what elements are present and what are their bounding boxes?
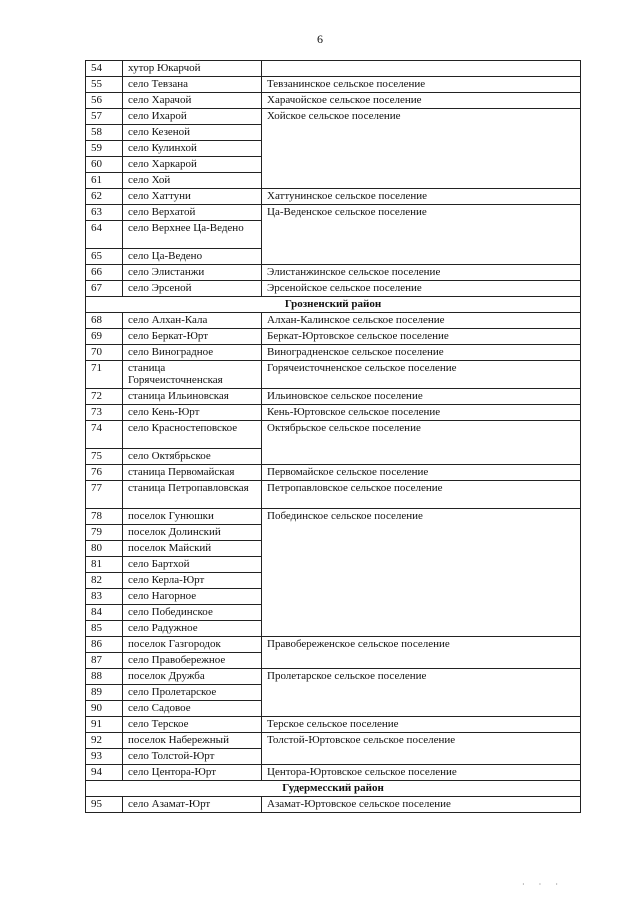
row-number: 61 <box>86 173 123 189</box>
row-number: 95 <box>86 797 123 813</box>
locality-name: село Октябрьское <box>123 449 262 465</box>
row-number: 76 <box>86 465 123 481</box>
table-row <box>86 205 581 221</box>
locality-name: поселок Долинский <box>123 525 262 541</box>
settlement-name: Правобереженское сельское поселение <box>262 637 581 669</box>
row-number: 77 <box>86 481 123 509</box>
locality-name: село Хаттуни <box>123 189 262 205</box>
table-row <box>86 61 581 77</box>
locality-name: село Побединское <box>123 605 262 621</box>
row-number: 90 <box>86 701 123 717</box>
scan-artifact: · · · <box>522 880 564 889</box>
locality-name: село Эрсеной <box>123 281 262 297</box>
locality-name: станица Горячеисточненская <box>123 361 262 389</box>
row-number: 72 <box>86 389 123 405</box>
table-row <box>86 669 581 685</box>
locality-name: село Нагорное <box>123 589 262 605</box>
row-number: 60 <box>86 157 123 173</box>
table-row <box>86 361 581 389</box>
row-number: 94 <box>86 765 123 781</box>
page-number: 6 <box>317 32 323 46</box>
settlements-table <box>85 60 581 813</box>
row-number: 57 <box>86 109 123 125</box>
table-row <box>86 717 581 733</box>
settlement-name: Эрсенойское сельское поселение <box>262 281 581 297</box>
table-row <box>86 765 581 781</box>
settlement-name-empty <box>262 61 581 77</box>
row-number: 65 <box>86 249 123 265</box>
locality-name: село Верхатой <box>123 205 262 221</box>
settlement-name: Петропавловское сельское поселение <box>262 481 581 509</box>
row-number: 79 <box>86 525 123 541</box>
row-number: 63 <box>86 205 123 221</box>
settlement-name: Толстой-Юртовское сельское поселение <box>262 733 581 765</box>
settlement-name: Октябрьское сельское поселение <box>262 421 581 465</box>
settlement-name: Ца-Веденское сельское поселение <box>262 205 581 265</box>
settlement-name: Азамат-Юртовское сельское поселение <box>262 797 581 813</box>
settlement-name: Пролетарское сельское поселение <box>262 669 581 717</box>
table-row <box>86 481 581 509</box>
settlement-name: Хойское сельское поселение <box>262 109 581 189</box>
row-number: 93 <box>86 749 123 765</box>
row-number: 91 <box>86 717 123 733</box>
locality-name: село Кень-Юрт <box>123 405 262 421</box>
settlement-name: Центора-Юртовское сельское поселение <box>262 765 581 781</box>
table-row <box>86 109 581 125</box>
locality-name: село Ихарой <box>123 109 262 125</box>
table-row <box>86 313 581 329</box>
table-row <box>86 93 581 109</box>
row-number: 59 <box>86 141 123 157</box>
locality-name: село Толстой-Юрт <box>123 749 262 765</box>
locality-name: станица Петропавловская <box>123 481 262 509</box>
locality-name: станица Ильиновская <box>123 389 262 405</box>
locality-name: хутор Юкарчой <box>123 61 262 77</box>
table-row <box>86 733 581 749</box>
table-row <box>86 77 581 93</box>
row-number: 80 <box>86 541 123 557</box>
settlement-name: Хаттунинское сельское поселение <box>262 189 581 205</box>
locality-name: станица Первомайская <box>123 465 262 481</box>
locality-name: село Алхан-Кала <box>123 313 262 329</box>
row-number: 92 <box>86 733 123 749</box>
settlement-name: Горячеисточненское сельское поселение <box>262 361 581 389</box>
settlement-name: Ильиновское сельское поселение <box>262 389 581 405</box>
row-number: 78 <box>86 509 123 525</box>
district-header-row <box>86 297 581 313</box>
locality-name: село Бартхой <box>123 557 262 573</box>
settlement-name: Харачойское сельское поселение <box>262 93 581 109</box>
locality-name: поселок Майский <box>123 541 262 557</box>
settlement-name: Алхан-Калинское сельское поселение <box>262 313 581 329</box>
row-number: 62 <box>86 189 123 205</box>
settlement-name: Терское сельское поселение <box>262 717 581 733</box>
locality-name: село Верхнее Ца-Ведено <box>123 221 262 249</box>
locality-name: село Харачой <box>123 93 262 109</box>
settlement-name: Беркат-Юртовское сельское поселение <box>262 329 581 345</box>
locality-name: село Садовое <box>123 701 262 717</box>
locality-name: село Центора-Юрт <box>123 765 262 781</box>
settlement-name: Виноградненское сельское поселение <box>262 345 581 361</box>
row-number: 58 <box>86 125 123 141</box>
row-number: 73 <box>86 405 123 421</box>
settlement-name: Побединское сельское поселение <box>262 509 581 637</box>
row-number: 83 <box>86 589 123 605</box>
table-row <box>86 389 581 405</box>
district-title: Грозненский район <box>86 297 581 313</box>
locality-name: село Терское <box>123 717 262 733</box>
locality-name: село Харкарой <box>123 157 262 173</box>
row-number: 81 <box>86 557 123 573</box>
locality-name: село Правобережное <box>123 653 262 669</box>
row-number: 56 <box>86 93 123 109</box>
settlement-name: Тевзанинское сельское поселение <box>262 77 581 93</box>
locality-name: поселок Гунюшки <box>123 509 262 525</box>
table-row <box>86 405 581 421</box>
locality-name: село Ца-Ведено <box>123 249 262 265</box>
locality-name: село Элистанжи <box>123 265 262 281</box>
row-number: 54 <box>86 61 123 77</box>
row-number: 69 <box>86 329 123 345</box>
locality-name: село Беркат-Юрт <box>123 329 262 345</box>
locality-name: поселок Дружба <box>123 669 262 685</box>
district-title: Гудермесский район <box>86 781 581 797</box>
locality-name: село Красностеповское <box>123 421 262 449</box>
row-number: 55 <box>86 77 123 93</box>
row-number: 82 <box>86 573 123 589</box>
table-row <box>86 509 581 525</box>
table-row <box>86 421 581 449</box>
row-number: 86 <box>86 637 123 653</box>
row-number: 68 <box>86 313 123 329</box>
locality-name: село Кезеной <box>123 125 262 141</box>
locality-name: село Кулинхой <box>123 141 262 157</box>
row-number: 87 <box>86 653 123 669</box>
settlement-name: Первомайское сельское поселение <box>262 465 581 481</box>
table-row <box>86 329 581 345</box>
locality-name: село Пролетарское <box>123 685 262 701</box>
table-row <box>86 189 581 205</box>
row-number: 89 <box>86 685 123 701</box>
locality-name: село Хой <box>123 173 262 189</box>
row-number: 71 <box>86 361 123 389</box>
locality-name: поселок Набережный <box>123 733 262 749</box>
table-row <box>86 265 581 281</box>
row-number: 85 <box>86 621 123 637</box>
table-row <box>86 465 581 481</box>
row-number: 74 <box>86 421 123 449</box>
row-number: 84 <box>86 605 123 621</box>
locality-name: село Радужное <box>123 621 262 637</box>
table-row <box>86 345 581 361</box>
row-number: 66 <box>86 265 123 281</box>
locality-name: село Тевзана <box>123 77 262 93</box>
settlement-name: Кень-Юртовское сельское поселение <box>262 405 581 421</box>
locality-name: поселок Газгородок <box>123 637 262 653</box>
row-number: 70 <box>86 345 123 361</box>
table-row <box>86 797 581 813</box>
district-header-row <box>86 781 581 797</box>
locality-name: село Керла-Юрт <box>123 573 262 589</box>
row-number: 75 <box>86 449 123 465</box>
table-row <box>86 637 581 653</box>
row-number: 67 <box>86 281 123 297</box>
locality-name: село Виноградное <box>123 345 262 361</box>
row-number: 64 <box>86 221 123 249</box>
locality-name: село Азамат-Юрт <box>123 797 262 813</box>
table-row <box>86 281 581 297</box>
settlement-name: Элистанжинское сельское поселение <box>262 265 581 281</box>
settlements-table-body <box>86 61 581 813</box>
row-number: 88 <box>86 669 123 685</box>
